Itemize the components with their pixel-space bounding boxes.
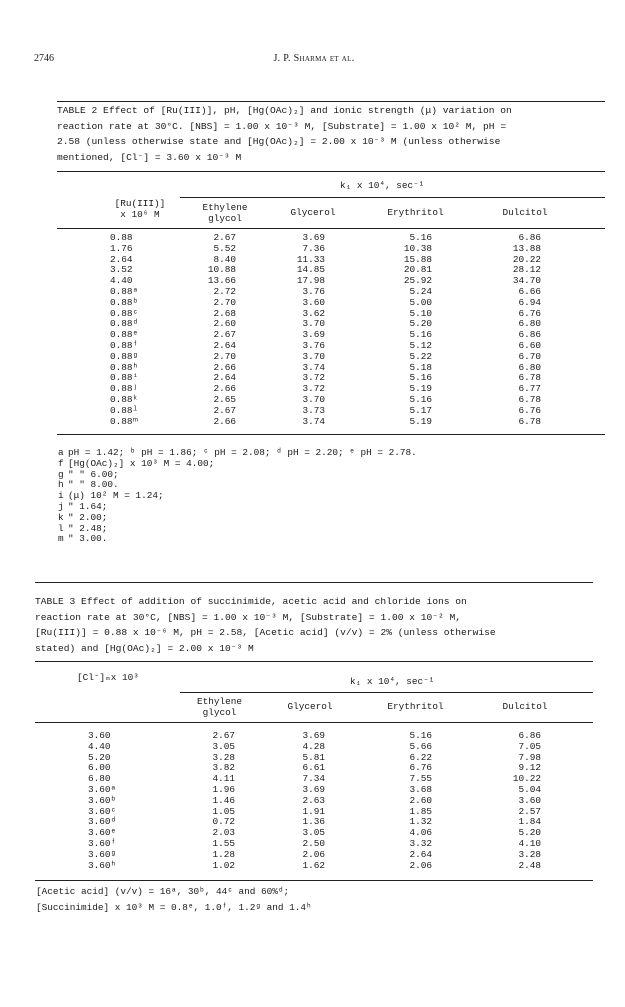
table2-caption-line: TABLE 2 Effect of [Ru(III)], pH, [Hg(OAc)₂] and ionic strength (μ) variation on — [57, 105, 512, 116]
table3-col-head-ethylene-glycol: Ethylene glycol — [196, 696, 242, 718]
footnote-letter: h — [58, 479, 64, 491]
table-cell: 3.70 — [302, 318, 325, 330]
table-cell: 2.66 — [213, 361, 236, 373]
table-cell: 3.60ᵍ — [88, 848, 117, 860]
table-cell: 5.66 — [409, 740, 432, 752]
table-cell: 1.05 — [212, 805, 235, 817]
table2-footnote-text — [68, 459, 214, 545]
table-cell: 2.67 — [213, 329, 236, 341]
table-cell: 3.76 — [302, 339, 325, 351]
table3-caption — [35, 594, 593, 656]
table-cell: 3.76 — [302, 285, 325, 297]
table-cell: 3.70 — [302, 393, 325, 405]
table-cell: 6.70 — [518, 350, 541, 362]
table2-row-heading — [95, 199, 185, 220]
table3-row-heading: [Cl⁻]ₘx 10³ — [77, 672, 139, 683]
table-cell: 5.20 — [518, 827, 541, 839]
table3-col-dulcitol — [497, 731, 541, 871]
table-cell: 3.60 — [88, 730, 111, 741]
table2-caption-line: mentioned, [Cl⁻] = 3.60 x 10⁻³ M — [57, 151, 242, 163]
table-cell: 9.12 — [518, 762, 541, 774]
table-cell: 1.76 — [110, 242, 133, 254]
footnote-line: [Acetic acid] (v/v) = 16ᵃ, 30ᵇ, 44ᶜ and 60%ᵈ; — [36, 886, 290, 897]
table-cell: 3.05 — [212, 740, 235, 752]
table-cell: 3.32 — [409, 837, 432, 849]
table-cell: 5.12 — [409, 339, 432, 351]
table-cell: 3.74 — [302, 361, 325, 373]
table-cell: 3.60ᵈ — [88, 816, 117, 828]
table-cell: 3.73 — [302, 404, 325, 416]
table-cell: 5.04 — [518, 783, 541, 795]
table-cell: 5.00 — [409, 296, 432, 308]
table-cell: 6.86 — [518, 730, 541, 741]
table-cell: 2.72 — [213, 285, 236, 297]
table3-caption-line: TABLE 3 Effect of addition of succinimide, acetic acid and chloride ions on — [35, 596, 467, 607]
table-cell: 2.66 — [213, 383, 236, 395]
footnote-letter: m — [58, 533, 64, 545]
table-cell: 0.88ᵐ — [110, 415, 139, 427]
table-cell: 11.33 — [296, 253, 325, 265]
table-cell: 6.86 — [518, 329, 541, 341]
table-cell: 0.88ʲ — [110, 383, 139, 395]
table-cell: 0.88ᵃ — [110, 285, 139, 297]
table-cell: 7.36 — [302, 242, 325, 254]
table-cell: 6.80 — [88, 773, 111, 785]
table2-row-heading-line2: x 10⁶ M — [120, 208, 160, 220]
table3-caption-line: stated) and [Hg(OAc)₂] = 2.00 x 10⁻³ M — [35, 642, 254, 654]
table-cell: 3.60ᵇ — [88, 794, 117, 806]
table-cell: 3.74 — [302, 415, 325, 427]
table-cell: 10.88 — [207, 264, 236, 276]
table-cell: 7.55 — [409, 773, 432, 785]
table2-col-ru — [110, 233, 138, 427]
table-cell: 15.88 — [403, 253, 432, 265]
table-cell: 2.63 — [302, 794, 325, 806]
table-cell: 3.62 — [302, 307, 325, 319]
table3-col-head-dulcitol: Dulcitol — [502, 701, 548, 712]
table2-top-rule — [57, 101, 605, 102]
table3-col-head-erythritol: Erythritol — [387, 701, 444, 712]
table-cell: 6.76 — [518, 307, 541, 319]
running-head: J. P. Sharma et al. — [273, 53, 355, 64]
table-cell: 2.68 — [213, 307, 236, 319]
table2-spanner-label: k₁ x 10⁴, sec⁻¹ — [340, 180, 425, 191]
footnote-letter: f — [58, 457, 64, 469]
table-cell: 0.88ᵈ — [110, 318, 139, 330]
table-cell: 6.86 — [518, 232, 541, 243]
table-cell: 0.88ˡ — [110, 404, 139, 416]
table-cell: 3.60ᵃ — [88, 783, 117, 795]
table-cell: 2.48 — [518, 859, 541, 871]
table3-spanner-label: k₁ x 10⁴, sec⁻¹ — [350, 676, 435, 687]
table-cell: 2.64 — [213, 372, 236, 384]
table-cell: 5.20 — [88, 751, 111, 763]
table-cell: 6.78 — [518, 415, 541, 427]
table-cell: 5.16 — [409, 329, 432, 341]
table-cell: 5.18 — [409, 361, 432, 373]
table-cell: 2.50 — [302, 837, 325, 849]
table-cell: 2.64 — [110, 253, 133, 265]
footnote-line: " 3.00. — [68, 533, 108, 545]
table-cell: 2.66 — [213, 415, 236, 427]
table2-caption-rule — [57, 171, 605, 172]
table3-col-glycerol — [285, 731, 325, 871]
table-cell: 6.80 — [518, 318, 541, 330]
table2-col-head-ethylene-glycol: Ethylene glycol — [202, 202, 248, 224]
footnote-line: " " 8.00. — [68, 479, 119, 491]
table-cell: 1.84 — [518, 816, 541, 828]
table2-col-ethylene-glycol — [196, 233, 236, 427]
table-cell: 3.28 — [518, 848, 541, 860]
table-cell: 1.32 — [409, 816, 432, 828]
table-cell: 3.60ʰ — [88, 859, 117, 871]
table-cell: 2.60 — [409, 794, 432, 806]
table-cell: 14.85 — [296, 264, 325, 276]
table-cell: 6.22 — [409, 751, 432, 763]
table-cell: 0.88ᵉ — [110, 329, 139, 341]
footnote-line: " 2.48; — [68, 522, 108, 534]
table-cell: 5.22 — [409, 350, 432, 362]
table2-footnote-letters — [58, 448, 64, 545]
table-cell: 5.16 — [409, 372, 432, 384]
table-cell: 3.72 — [302, 383, 325, 395]
table-cell: 10.38 — [403, 242, 432, 254]
table-cell: 28.12 — [512, 264, 541, 276]
footnote-letter: l — [58, 522, 64, 534]
table-cell: 6.94 — [518, 296, 541, 308]
table-cell: 2.65 — [213, 393, 236, 405]
table-cell: 3.72 — [302, 372, 325, 384]
table-cell: 1.02 — [212, 859, 235, 871]
table-cell: 5.24 — [409, 285, 432, 297]
table-cell: 1.96 — [212, 783, 235, 795]
table-cell: 1.46 — [212, 794, 235, 806]
table-cell: 4.06 — [409, 827, 432, 839]
table-cell: 2.57 — [518, 805, 541, 817]
table2-col-head-glycerol: Glycerol — [290, 207, 336, 218]
footnote-letter: i — [58, 490, 64, 502]
table-cell: 1.36 — [302, 816, 325, 828]
footnote-line: [Hg(OAc)₂] x 10³ M = 4.00; — [68, 457, 215, 469]
footnote-line: (μ) 10² M = 1.24; — [68, 490, 164, 502]
table-cell: 1.55 — [212, 837, 235, 849]
table-cell: 13.88 — [512, 242, 541, 254]
table-cell: 1.85 — [409, 805, 432, 817]
footnote-letter: j — [58, 500, 64, 512]
table-cell: 5.20 — [409, 318, 432, 330]
table-cell: 3.82 — [212, 762, 235, 774]
footnote-line: " 1.64; — [68, 500, 108, 512]
table-cell: 5.16 — [409, 393, 432, 405]
page-header — [34, 53, 594, 67]
table-cell: 3.69 — [302, 329, 325, 341]
footnote-line: " 2.00; — [68, 511, 108, 523]
table3-header-rule — [35, 722, 593, 723]
table-cell: 1.91 — [302, 805, 325, 817]
table-cell: 5.52 — [213, 242, 236, 254]
table2-caption-line: reaction rate at 30°C. [NBS] = 1.00 x 10⁻³ M, [Substrate] = 1.00 x 10² M, pH = — [57, 120, 507, 132]
table-cell: 6.80 — [518, 361, 541, 373]
table2-spanner-rule — [180, 197, 605, 198]
table-cell: 0.88ᶠ — [110, 339, 139, 351]
table2-row-heading-line1: [Ru(III)] — [114, 198, 166, 209]
table-cell: 0.88 — [110, 232, 133, 243]
table-cell: 3.60 — [518, 794, 541, 806]
table-cell: 4.28 — [302, 740, 325, 752]
table-cell: 0.88ᵍ — [110, 350, 139, 362]
table-cell: 5.19 — [409, 415, 432, 427]
table2-col-glycerol — [285, 233, 325, 427]
table-cell: 2.06 — [302, 848, 325, 860]
table2-footnote-ph: pH = 1.42; ᵇ pH = 1.86; ᶜ pH = 2.08; ᵈ pH = 2.20; ᵉ pH = 2.78. — [68, 447, 417, 458]
table-cell: 3.70 — [302, 350, 325, 362]
table-cell: 5.16 — [409, 232, 432, 243]
table-cell: 6.76 — [518, 404, 541, 416]
table2-body-rule — [57, 434, 605, 435]
table3-body-rule — [35, 880, 593, 881]
table-cell: 20.81 — [403, 264, 432, 276]
table3-col-erythritol — [388, 731, 432, 871]
table-cell: 2.70 — [213, 296, 236, 308]
table-cell: 6.77 — [518, 383, 541, 395]
table-cell: 8.40 — [213, 253, 236, 265]
table2-header-rule — [57, 228, 605, 229]
table-cell: 3.68 — [409, 783, 432, 795]
table2-col-erythritol — [388, 233, 432, 427]
table-cell: 6.76 — [409, 762, 432, 774]
table-cell: 6.60 — [518, 339, 541, 351]
table3-col-head-glycerol: Glycerol — [287, 701, 333, 712]
table2-caption-line: 2.58 (unless otherwise state and [Hg(OAc)₂] = 2.00 x 10⁻³ M (unless otherwise — [57, 136, 501, 147]
table3-caption-line: reaction rate at 30°C, [NBS] = 1.00 x 10⁻³ M, [Substrate] = 1.00 x 10⁻² M, — [35, 611, 462, 623]
table-cell: 3.52 — [110, 264, 133, 276]
table-cell: 0.88ᶜ — [110, 307, 139, 319]
table-cell: 5.16 — [409, 730, 432, 741]
footnote-line: " " 6.00; — [68, 468, 119, 480]
table-cell: 5.17 — [409, 404, 432, 416]
table-cell: 2.03 — [212, 827, 235, 839]
table-cell: 25.92 — [403, 275, 432, 287]
table-cell: 2.64 — [213, 339, 236, 351]
table-cell: 0.88ᵇ — [110, 296, 139, 308]
table-cell: 0.88ᵏ — [110, 393, 139, 405]
table-cell: 3.69 — [302, 783, 325, 795]
page-number: 2746 — [34, 53, 54, 64]
table-cell: 2.67 — [213, 404, 236, 416]
table2-col-dulcitol — [497, 233, 541, 427]
table-cell: 2.67 — [212, 730, 235, 741]
table-cell: 2.06 — [409, 859, 432, 871]
table-cell: 7.98 — [518, 751, 541, 763]
table-cell: 3.60ᵉ — [88, 827, 117, 839]
table3-spanner-rule — [180, 692, 593, 693]
table-cell: 7.34 — [302, 773, 325, 785]
table-cell: 6.78 — [518, 372, 541, 384]
table-cell: 17.98 — [296, 275, 325, 287]
table-cell: 20.22 — [512, 253, 541, 265]
table-cell: 6.66 — [518, 285, 541, 297]
table-cell: 1.28 — [212, 848, 235, 860]
table2-caption — [57, 103, 605, 165]
table-cell: 2.64 — [409, 848, 432, 860]
footnote-line: [Succinimide] x 10³ M = 0.8ᵉ, 1.0ᶠ, 1.2ᵍ and 1.4ʰ — [36, 902, 312, 913]
table-cell: 6.00 — [88, 762, 111, 774]
table-cell: 5.10 — [409, 307, 432, 319]
table-cell: 0.88ʰ — [110, 361, 139, 373]
table-cell: 5.81 — [302, 751, 325, 763]
footnote-letter: g — [58, 468, 64, 480]
table-cell: 34.70 — [512, 275, 541, 287]
table-cell: 2.60 — [213, 318, 236, 330]
table3-footnotes — [36, 884, 312, 916]
table2-col-head-dulcitol: Dulcitol — [502, 207, 548, 218]
table3-col-chloride — [88, 731, 116, 871]
table-cell: 13.66 — [207, 275, 236, 287]
table-cell: 1.62 — [302, 859, 325, 871]
table-cell: 3.69 — [302, 730, 325, 741]
table-cell: 3.60ᶜ — [88, 805, 117, 817]
table-cell: 5.19 — [409, 383, 432, 395]
table-cell: 2.70 — [213, 350, 236, 362]
table-cell: 3.60ᶠ — [88, 837, 117, 849]
table-cell: 0.72 — [212, 816, 235, 828]
footnote-letter: k — [58, 511, 64, 523]
table-cell: 2.67 — [213, 232, 236, 243]
table2-bottom-rule — [35, 582, 593, 583]
table2-col-head-erythritol: Erythritol — [387, 207, 444, 218]
table-cell: 4.10 — [518, 837, 541, 849]
table-cell: 4.40 — [88, 740, 111, 752]
table-cell: 7.05 — [518, 740, 541, 752]
table-cell: 6.61 — [302, 762, 325, 774]
table3-col-ethylene-glycol — [195, 731, 235, 871]
table-cell: 6.78 — [518, 393, 541, 405]
table-cell: 4.11 — [212, 773, 235, 785]
table-cell: 0.88ⁱ — [110, 372, 139, 384]
table-cell: 3.05 — [302, 827, 325, 839]
table-cell: 3.28 — [212, 751, 235, 763]
table3-caption-line: [Ru(III)] = 0.88 x 10⁻⁶ M, pH = 2.58, [Acetic acid] (v/v) = 2% (unless otherwise — [35, 627, 496, 638]
table3-caption-rule — [35, 661, 593, 662]
table-cell: 3.69 — [302, 232, 325, 243]
table-cell: 4.40 — [110, 275, 133, 287]
footnote-letter: a — [58, 447, 64, 458]
table-cell: 3.60 — [302, 296, 325, 308]
table-cell: 10.22 — [512, 773, 541, 785]
